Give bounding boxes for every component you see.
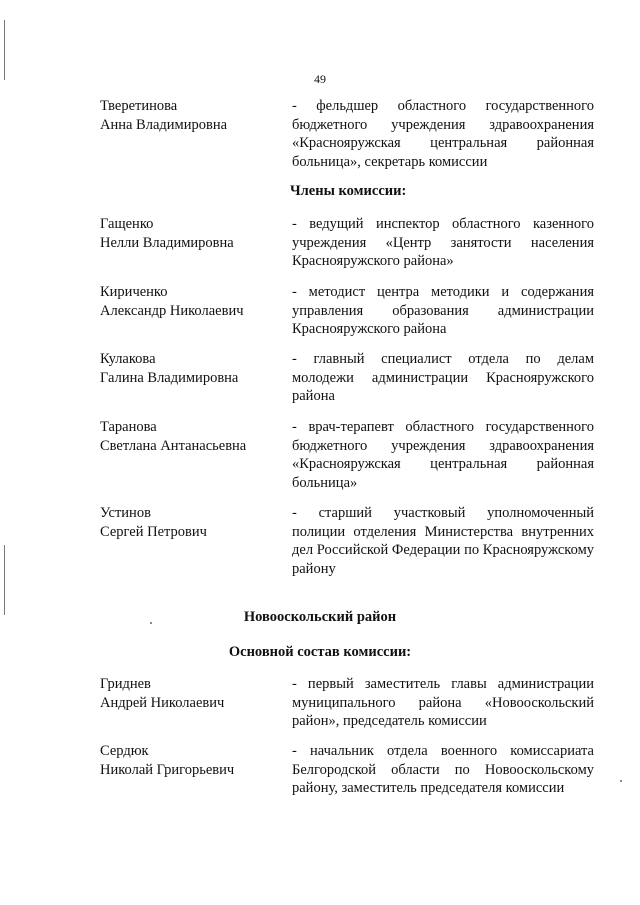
person-name	[100, 742, 275, 779]
person-given-names: Сергей Петрович	[100, 523, 207, 540]
commission-entry	[0, 742, 640, 802]
person-name	[100, 350, 275, 387]
person-given-names: Анна Владимировна	[100, 116, 228, 133]
person-surname: Устинов	[100, 505, 151, 521]
commission-entry	[0, 97, 640, 170]
members-heading: Члены комиссии:	[290, 183, 407, 199]
commission-entry	[0, 215, 640, 275]
person-position: - старший участковый уполномоченный полиции отделения Министерства внутренних дел Российской Федерации по Краснояружскому району	[292, 505, 594, 577]
person-position: - первый заместитель главы администрации муниципального района «Новооскольский район», председатель комиссии	[292, 676, 594, 729]
person-surname: Кулакова	[100, 351, 156, 367]
person-position: - методист центра методики и содержания управления образования администрации Краснояружского района	[292, 284, 594, 337]
commission-entry	[0, 418, 640, 491]
person-surname: Сердюк	[100, 743, 149, 759]
person-given-names: Нелли Владимировна	[100, 234, 234, 251]
person-given-names: Галина Владимировна	[100, 369, 239, 386]
page-number: 49	[314, 72, 326, 86]
district-heading: Новооскольский район	[243, 609, 397, 625]
person-position: - фельдшер областного государственного бюджетного учреждения здравоохранения «Краснояружская центральная районная больница», секретарь комиссии	[292, 98, 594, 170]
person-surname: Гриднев	[100, 676, 151, 692]
person-surname: Кириченко	[100, 284, 168, 300]
main-composition-heading: Основной состав комиссии:	[228, 644, 412, 660]
person-surname: Тверетинова	[100, 98, 178, 114]
person-given-names: Светлана Антанасьевна	[100, 437, 247, 454]
commission-entry	[0, 350, 640, 410]
person-given-names: Александр Николаевич	[100, 302, 244, 319]
person-given-names: Николай Григорьевич	[100, 761, 235, 778]
person-name	[100, 504, 275, 541]
commission-entry	[0, 283, 640, 343]
person-position: - начальник отдела военного комиссариата Белгородской области по Новооскольскому району, заместитель председателя комиссии	[292, 743, 594, 796]
person-position: - главный специалист отдела по делам молодежи администрации Краснояружского района	[292, 351, 594, 404]
person-surname: Таранова	[100, 419, 157, 435]
person-position: - врач-терапевт областного государственного бюджетного учреждения здравоохранения «Краснояружская центральная районная больница»	[292, 419, 594, 491]
person-position: - ведущий инспектор областного казенного учреждения «Центр занятости населения Краснояружского района»	[292, 216, 594, 269]
person-given-names: Андрей Николаевич	[100, 694, 225, 711]
person-name	[100, 283, 275, 320]
commission-entry	[0, 675, 640, 735]
person-name	[100, 675, 275, 712]
commission-entry	[0, 504, 640, 577]
person-name	[100, 418, 275, 455]
person-name	[100, 215, 275, 252]
person-surname: Гащенко	[100, 216, 154, 232]
person-name	[100, 97, 275, 134]
